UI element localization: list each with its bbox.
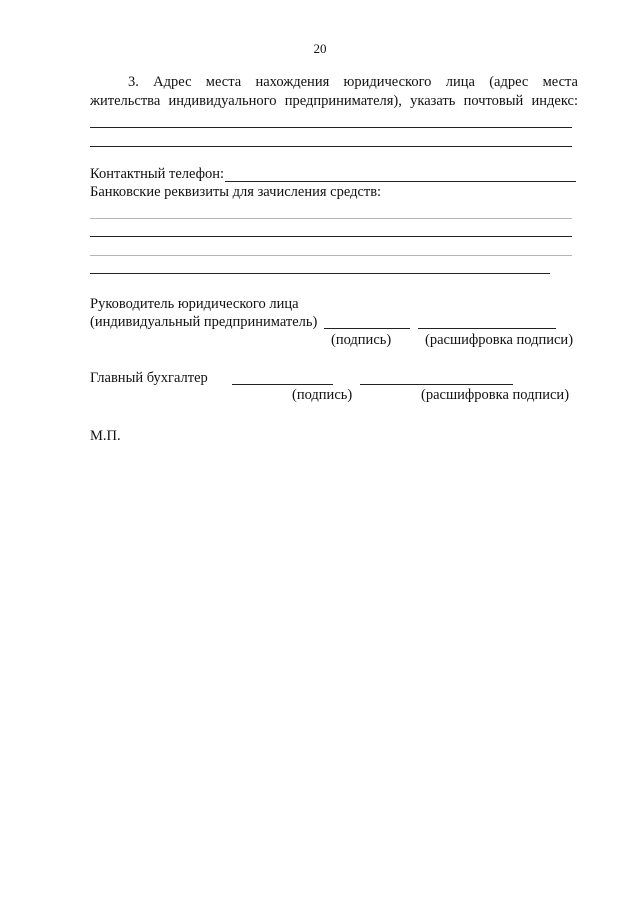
contact-phone-label: Контактный телефон: bbox=[90, 166, 225, 182]
page-number: 20 bbox=[313, 41, 327, 56]
contact-phone-input-line[interactable] bbox=[225, 181, 576, 182]
address-input-line-1[interactable] bbox=[90, 127, 572, 128]
bank-details-input-line-1[interactable] bbox=[90, 218, 572, 219]
accountant-signature-caption: (подпись) bbox=[292, 387, 353, 403]
accountant-label: Главный бухгалтер bbox=[90, 370, 208, 386]
bank-details-input-line-4[interactable] bbox=[90, 273, 550, 274]
bank-details-input-line-3[interactable] bbox=[90, 255, 572, 256]
accountant-signature-line[interactable] bbox=[232, 384, 333, 385]
head-signature-caption: (подпись) bbox=[331, 332, 392, 348]
head-signature-line[interactable] bbox=[324, 328, 410, 329]
bank-details-label: Банковские реквизиты для зачисления средств: bbox=[90, 184, 382, 200]
head-transcript-line[interactable] bbox=[418, 328, 556, 329]
head-title-line1: Руководитель юридического лица bbox=[90, 296, 299, 312]
bank-details-input-line-2[interactable] bbox=[90, 236, 572, 237]
accountant-transcript-line[interactable] bbox=[360, 384, 513, 385]
head-title-line2: (индивидуальный предприниматель) bbox=[90, 314, 318, 330]
accountant-transcript-caption: (расшифровка подписи) bbox=[421, 387, 570, 403]
stamp-place-label: М.П. bbox=[90, 428, 121, 444]
address-heading-line2: жительства индивидуального предпринимателя), указать почтовый индекс: bbox=[90, 93, 578, 109]
head-transcript-caption: (расшифровка подписи) bbox=[425, 332, 574, 348]
address-input-line-2[interactable] bbox=[90, 146, 572, 147]
address-heading-line1: 3. Адрес места нахождения юридического лица (адрес места bbox=[128, 74, 578, 90]
